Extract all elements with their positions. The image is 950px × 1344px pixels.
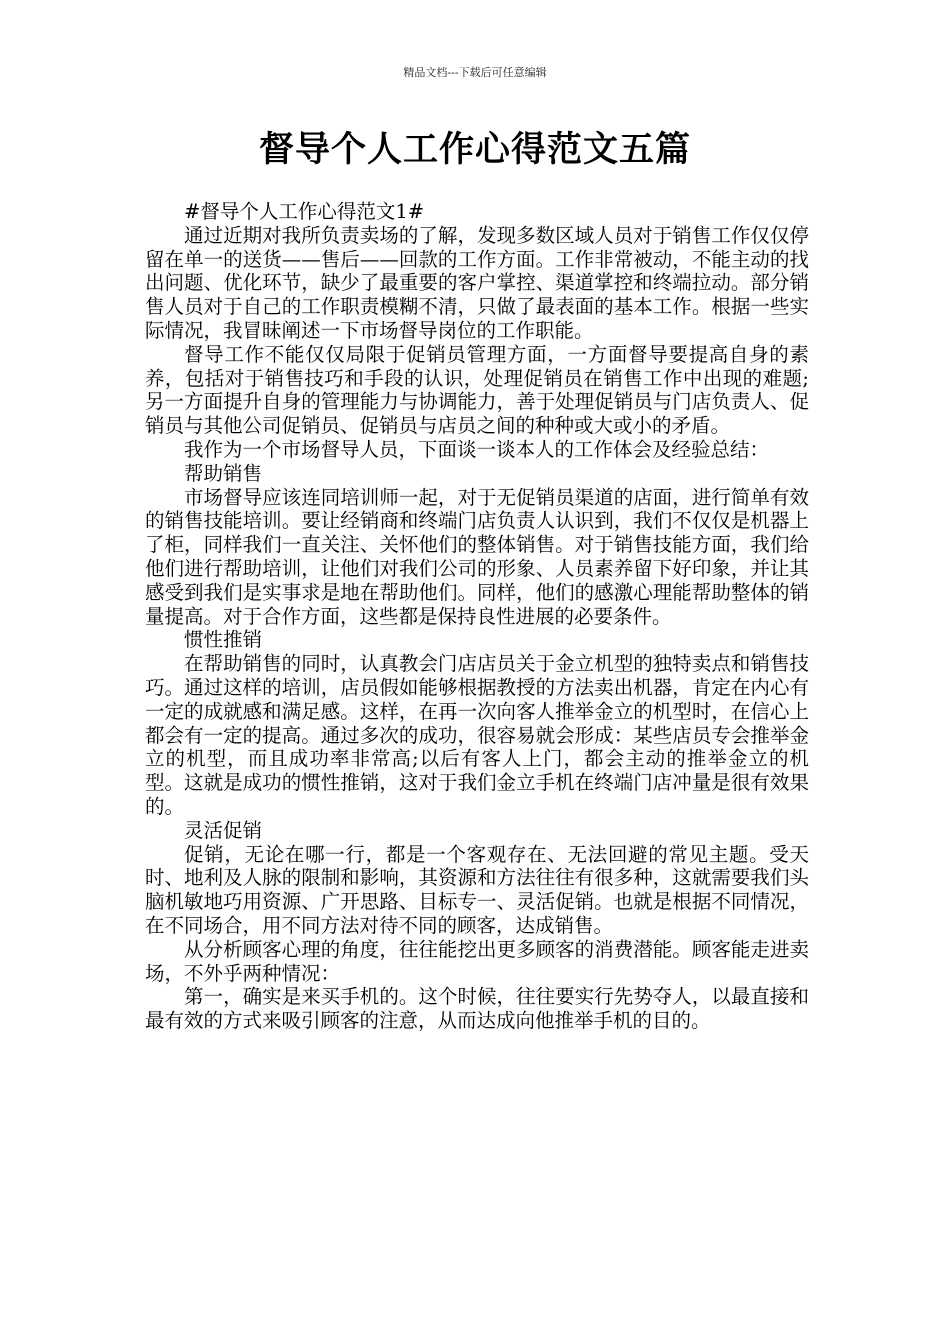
paragraph-duties: 督导工作不能仅仅局限于促销员管理方面，一方面督导要提高自身的素养，包括对于销售技巧和手段的认识，处理促销员在销售工作中出现的难题;另一方面提升自身的管理能力与协调能力，善于处理促销员与门店负责人、促销员与其他公司促销员、促销员与店员之间的种种或大或小的矛盾。 bbox=[145, 342, 809, 438]
section-heading-1: #督导个人工作心得范文1# bbox=[184, 200, 425, 223]
subheading-habitual-selling: 惯性推销 bbox=[184, 628, 263, 652]
document-body bbox=[145, 200, 809, 1033]
paragraph-habitual-selling: 在帮助销售的同时，认真教会门店店员关于金立机型的独特卖点和销售技巧。通过这样的培训，店员假如能够根据教授的方法卖出机器，肯定在内心有一定的成就感和满足感。这样，在再一次向客人推举金立的机型时，在信心上都会有一定的提高。通过多次的成功，很容易就会形成：某些店员专会推举金立的机型，而且成功率非常高;以后有客人上门，都会主动的推举金立的机型。这就是成功的惯性推销，这对于我们金立手机在终端门店冲量是很有效果的。 bbox=[145, 652, 809, 818]
document-title: 督导个人工作心得范文五篇 bbox=[258, 130, 691, 170]
paragraph-summary-lead: 我作为一个市场督导人员，下面谈一谈本人的工作体会及经验总结： bbox=[184, 437, 770, 461]
header-note: 精品文档---下载后可任意编辑 bbox=[403, 66, 547, 79]
paragraph-flexible-promotion: 促销，无论在哪一行，都是一个客观存在、无法回避的常见主题。受天时、地利及人脉的限制和影响，其资源和方法往往有很多种，这就需要我们头脑机敏地巧用资源、广开思路、目标专一、灵活促销。也就是根据不同情况，在不同场合，用不同方法对待不同的顾客，达成销售。 bbox=[145, 842, 809, 937]
paragraph-intro: 通过近期对我所负责卖场的了解，发现多数区域人员对于销售工作仅仅停留在单一的送货——售后——回款的工作方面。工作非常被动，不能主动的找出问题、优化环节，缺少了最重要的客户掌控、渠道掌控和终端拉动。部分销售人员对于自己的工作职责模糊不清，只做了最表面的基本工作。根据一些实际情况，我冒昧阐述一下市场督导岗位的工作职能。 bbox=[145, 223, 809, 342]
subheading-help-sales: 帮助销售 bbox=[184, 461, 263, 485]
paragraph-customer-psychology: 从分析顾客心理的角度，往往能挖出更多顾客的消费潜能。顾客能走进卖场，不外乎两种情况： bbox=[145, 937, 809, 985]
subheading-flexible-promotion: 灵活促销 bbox=[184, 818, 263, 842]
paragraph-first-case: 第一，确实是来买手机的。这个时候，往往要实行先势夺人，以最直接和最有效的方式来吸引顾客的注意，从而达成向他推举手机的目的。 bbox=[145, 985, 809, 1033]
paragraph-help-sales: 市场督导应该连同培训师一起，对于无促销员渠道的店面，进行简单有效的销售技能培训。要让经销商和终端门店负责人认识到，我们不仅仅是机器上了柜，同样我们一直关注、关怀他们的整体销售。对于销售技能方面，我们给他们进行帮助培训，让他们对我们公司的形象、人员素养留下好印象，并让其感受到我们是实事求是地在帮助他们。同样，他们的感激心理能帮助整体的销量提高。对于合作方面，这些都是保持良性进展的必要条件。 bbox=[145, 485, 809, 628]
